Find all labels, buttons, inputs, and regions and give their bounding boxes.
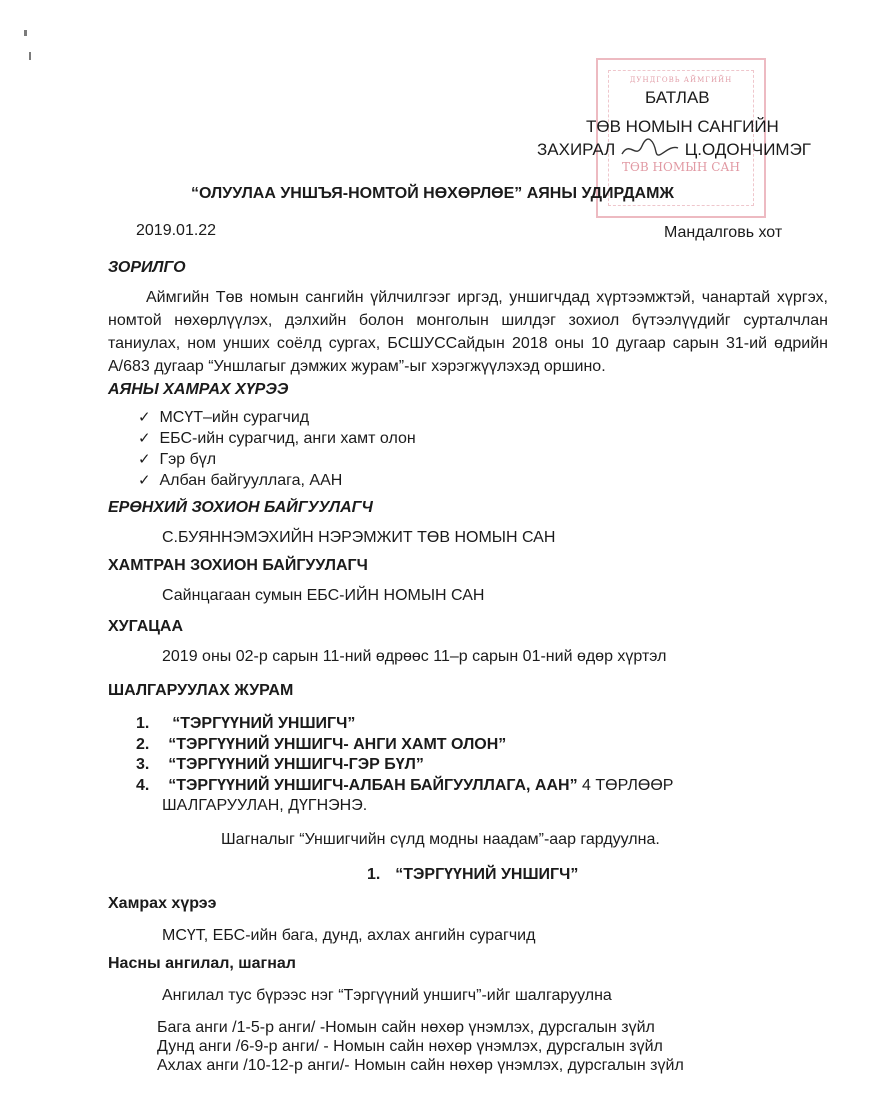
award-note: Шагналыг “Уншигчийн сүлд модны наадам”-аар гардуулна. (221, 831, 660, 848)
selection-item-tail: 4 ТӨРЛӨӨР (577, 777, 674, 794)
period-text: 2019 оны 02-р сарын 11-ний өдрөөс 11–р сарын 01-ний өдөр хүртэл (162, 648, 667, 665)
approval-line-1: БАТЛАВ (645, 88, 710, 107)
goal-paragraph: Аймгийн Төв номын сангийн үйлчилгээг иргэд, уншигчдад хүртээмжтэй, чанартай хүргэх, номтой нөхөрлүүлэх, дэлхийн болон монголын шилдэг зохиол бүтээлүүдийг сурталчлан таниулах, ном унших соёлд сургах, БСШУССайдын 2018 оны 10 дугаар сарын 31-ий өдрийн А/683 дугаар “Уншлагыг дэмжих журам”-ыг хэрэгжүүлэхэд оршино. (108, 289, 828, 375)
selection-item (136, 736, 506, 754)
signature-icon (620, 138, 680, 160)
scope-item-label: ЕБС-ийн сурагчид, анги хамт олон (159, 430, 416, 447)
sub-section-title (367, 866, 578, 884)
age-line: Ахлах анги /10-12-р анги/- Номын сайн нөхөр үнэмлэх, дурсгалын зүйл (157, 1057, 684, 1074)
approval-position: ЗАХИРАЛ (537, 140, 616, 159)
scan-speck (24, 30, 27, 36)
check-icon: ✓ (138, 430, 151, 447)
selection-item-number: 3. (136, 756, 150, 773)
goal-text (108, 286, 828, 378)
check-icon: ✓ (138, 451, 151, 468)
selection-item-label: “ТЭРГҮҮНИЙ УНШИГЧ-ГЭР БҮЛ” (168, 756, 424, 773)
document-title: “ОЛУУЛАА УНШЪЯ-НОМТОЙ НӨХӨРЛӨЕ” АЯНЫ УДИРДАМЖ (191, 185, 674, 202)
goal-heading: ЗОРИЛГО (108, 259, 186, 276)
selection-item-number: 2. (136, 736, 150, 753)
sub-scope-text: МСҮТ, ЕБС-ийн бага, дунд, ахлах ангийн сурагчид (162, 927, 536, 944)
selection-heading: ШАЛГАРУУЛАХ ЖУРАМ (108, 682, 294, 699)
co-organizer-heading: ХАМТРАН ЗОХИОН БАЙГУУЛАГЧ (108, 557, 368, 574)
approval-name: Ц.ОДОНЧИМЭГ (684, 140, 812, 159)
scope-item-label: Гэр бүл (159, 451, 217, 468)
selection-item (136, 777, 673, 795)
document-date: 2019.01.22 (136, 222, 217, 239)
sub-section-label: “ТЭРГҮҮНИЙ УНШИГЧ” (395, 866, 579, 883)
organizer-text: С.БУЯННЭМЭХИЙН НЭРЭМЖИТ ТӨВ НОМЫН САН (162, 529, 556, 546)
selection-item-continuation: ШАЛГАРУУЛАН, ДҮГНЭНЭ. (162, 797, 368, 814)
organizer-heading: ЕРӨНХИЙ ЗОХИОН БАЙГУУЛАГЧ (108, 499, 373, 516)
selection-item-label: “ТЭРГҮҮНИЙ УНШИГЧ-АЛБАН БАЙГУУЛЛАГА, ААН” (168, 777, 578, 794)
age-heading: Насны ангилал, шагнал (108, 955, 296, 972)
check-icon: ✓ (138, 409, 151, 426)
scope-heading: АЯНЫ ХАМРАХ ХҮРЭЭ (108, 381, 289, 398)
approval-line-2: ТӨВ НОМЫН САНГИЙН (586, 117, 779, 136)
scope-item (138, 408, 309, 427)
document-place: Мандалговь хот (664, 224, 783, 241)
scope-item-label: Албан байгууллага, ААН (159, 472, 343, 489)
sub-scope-heading: Хамрах хүрээ (108, 895, 217, 912)
selection-item-label: “ТЭРГҮҮНИЙ УНШИГЧ” (172, 715, 356, 732)
sub-section-number: 1. (367, 866, 381, 883)
approval-line-3 (537, 138, 811, 160)
stamp-bottom-text: ТӨВ НОМЫН САН (622, 160, 740, 174)
selection-item (136, 756, 424, 774)
scope-item (138, 450, 216, 469)
co-organizer-text: Сайнцагаан сумын ЕБС-ИЙН НОМЫН САН (162, 587, 485, 604)
selection-item-number: 1. (136, 715, 150, 732)
scope-item-label: МСҮТ–ийн сурагчид (159, 409, 310, 426)
age-line: Бага анги /1-5-р анги/ -Номын сайн нөхөр үнэмлэх, дурсгалын зүйл (157, 1019, 655, 1036)
check-icon: ✓ (138, 472, 151, 489)
selection-item (136, 715, 355, 733)
scope-item (138, 429, 416, 448)
stamp-top-text: ДУНДГОВЬ АЙМГИЙН (629, 76, 733, 84)
period-heading: ХУГАЦАА (108, 618, 184, 635)
age-line: Дунд анги /6-9-р анги/ - Номын сайн нөхөр үнэмлэх, дурсгалын зүйл (157, 1038, 663, 1055)
scan-speck (29, 52, 31, 60)
scope-item (138, 471, 342, 490)
selection-item-label: “ТЭРГҮҮНИЙ УНШИГЧ- АНГИ ХАМТ ОЛОН” (168, 736, 507, 753)
age-intro: Ангилал тус бүрээс нэг “Тэргүүний уншигч”-ийг шалгаруулна (162, 987, 612, 1004)
selection-item-number: 4. (136, 777, 150, 794)
